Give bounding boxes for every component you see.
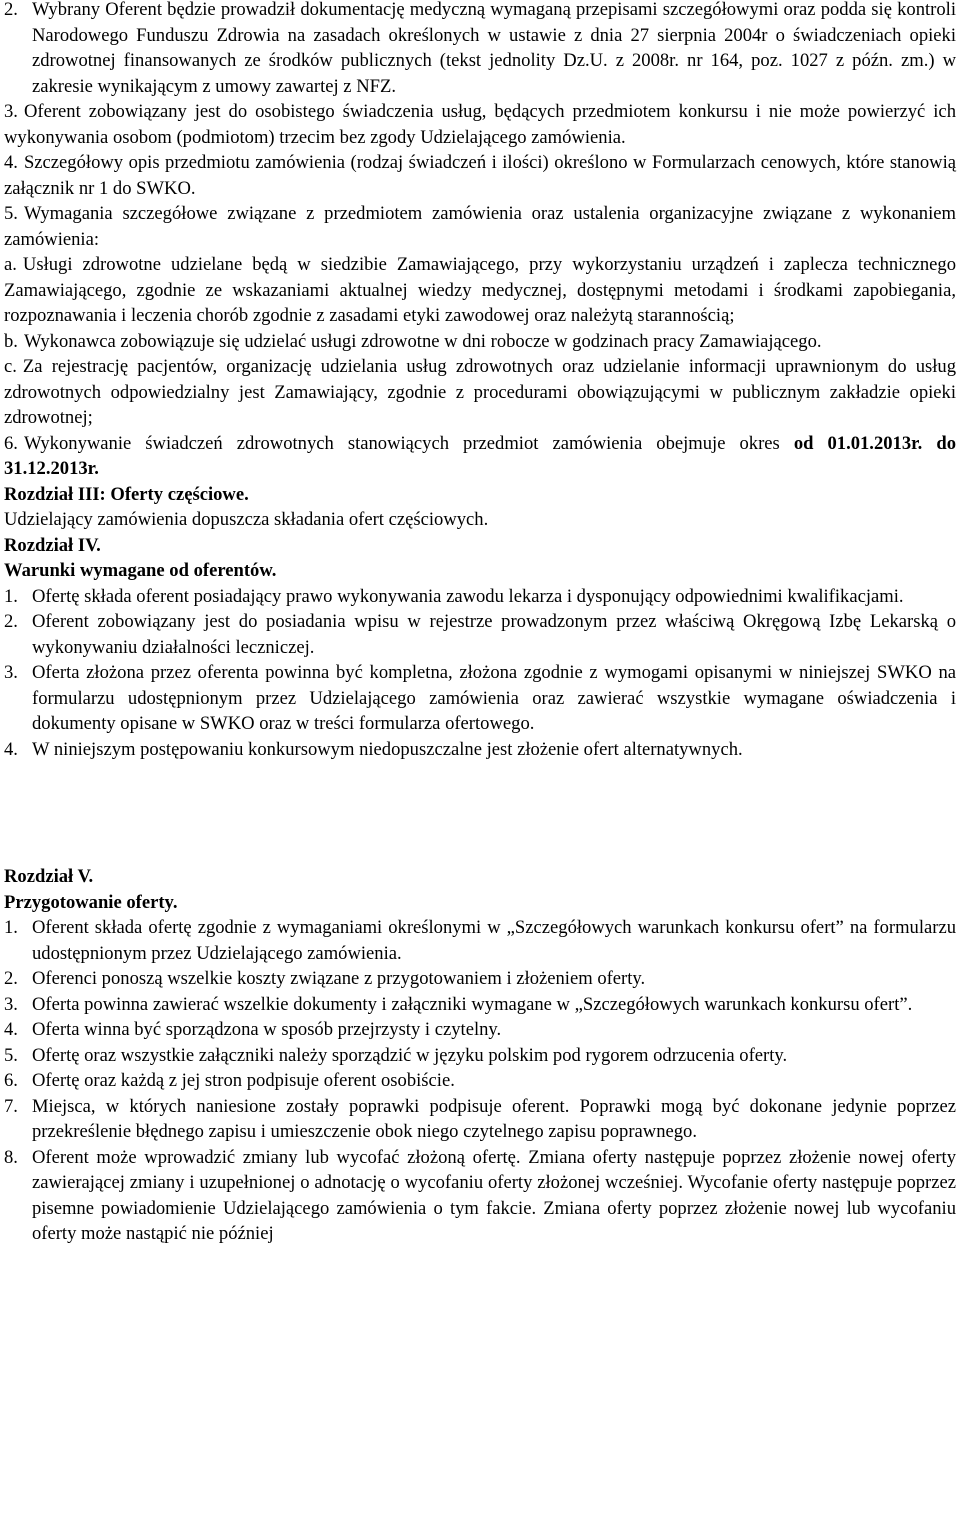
item-number: 1. [4,585,18,607]
item-text: Oferta powinna zawierać wszelkie dokumenty i załączniki wymagane w „Szczegółowych warunkach konkursu ofert”. [32,993,913,1015]
item-number: 4. [4,738,18,760]
item-text: Ofertę oraz każdą z jej stron podpisuje oferent osobiście. [32,1070,455,1091]
item-text: Wymagania szczegółowe związane z przedmiotem zamówienia oraz ustalenia organizacyjne związane z wykonaniem zamówienia: [4,203,956,250]
spacer [4,762,956,864]
item-text: Oferent może wprowadzić zmiany lub wycofać złożoną ofertę. Zmiana oferty następuje poprzez złożenie nowej oferty zawierającej zmiany i uzupełnionej o adnotację o wycofaniu oferty złożonej wcześniej. Wycofanie oferty następuje poprzez pisemne powiadomienie Udzielającego zamówienia o tym fakcie. Zmiana oferty poprzez złożenie nowej lub wycofaniu oferty może nastąpić nie później [32,1146,956,1244]
section5-item-7 [4,1094,956,1145]
item-text: Oferent zobowiązany jest do posiadania wpisu w rejestrze prowadzonym przez właściwą Okręgową Izbę Lekarską o wykonywaniu działalności leczniczej. [32,611,956,658]
section2-item-c [4,354,956,431]
section5-item-6 [4,1068,956,1094]
item-text: Wykonywanie świadczeń zdrowotnych stanowiących przedmiot zamówienia obejmuje okres [23,432,780,454]
item-number: 3. [4,101,18,122]
section2-item-3 [4,99,956,150]
item-number: 2. [4,0,18,20]
item-text: Oferenci ponoszą wszelkie koszty związane z przygotowaniem i złożeniem oferty. [32,968,646,989]
item-number: 3. [4,662,18,683]
item-number: 6. [4,1070,18,1091]
section2-item-5 [4,201,956,252]
item-text: Oferta winna być sporządzona w sposób przejrzysty i czytelny. [32,1019,502,1040]
section5-item-5 [4,1043,956,1069]
section5-heading: Rozdział V. [4,866,94,887]
section4-item-3 [4,660,956,737]
section5-subheading: Przygotowanie oferty. [4,891,178,913]
item-text: Ofertę składa oferent posiadający prawo wykonywania zawodu lekarza i dysponujący odpowiednimi kwalifikacjami. [32,585,904,607]
item-number: 1. [4,917,18,938]
section5-item-3 [4,992,956,1018]
item-letter: a. [4,254,17,275]
item-text: Za rejestrację pacjentów, organizację udzielania usług zdrowotnych oraz udzielanie informacji uprawnionym do usług zdrowotnych odpowiedzialny jest Zamawiający, zgodnie z procedurami obowiązującymi w publicznym zakładzie opieki zdrowotnej; [4,356,956,428]
item-text: Usługi zdrowotne udzielane będą w siedzibie Zamawiającego, przy wykorzystaniu urządzeń i zaplecza technicznego Zamawiającego, zgodnie ze wskazaniami aktualnej wiedzy medycznej, dostępnymi metodami i środkami zapobiegania, rozpoznawania i leczenia chorób zgodnie z zasadami etyki zawodowej oraz należytą starannością; [4,254,956,326]
section2-item-a [4,252,956,329]
item-text: Wykonawca zobowiązuje się udzielać usługi zdrowotne w dni robocze w godzinach pracy Zamawiającego. [23,330,822,352]
section2-item-b [4,329,956,355]
item-letter: c. [4,356,17,377]
section5-item-4 [4,1017,956,1043]
item-number: 2. [4,968,18,989]
item-text: Szczegółowy opis przedmiotu zamówienia (rodzaj świadczeń i ilości) określono w Formularzach cenowych, które stanowią załącznik nr 1 do SWKO. [4,152,956,199]
item-number: 2. [4,611,18,632]
item-text: W niniejszym postępowaniu konkursowym niedopuszczalne jest złożenie ofert alternatywnych. [32,738,743,760]
item-text: Oferta złożona przez oferenta powinna być kompletna, złożona zgodnie z wymogami opisanymi w niniejszej SWKO na formularzu udostępnionym przez Udzielającego zamówienia oraz zawierać wszystkie wymagane oświadczenia i dokumenty opisane w SWKO oraz w treści formularza ofertowego. [32,662,956,734]
item-text: Wybrany Oferent będzie prowadził dokumentację medyczną wymaganą przepisami szczegółowymi oraz podda się kontroli Narodowego Funduszu Zdrowia na zasadach określonych w ustawie z dnia 27 sierpnia 2004r o świadczeniach opieki zdrowotnej finansowanych ze środków publicznych (tekst jednolity Dz.U. z 2008r. nr 164, poz. 1027 z późn. zm.) w zakresie wynikającym z umowy zawartej z NFZ. [32,0,956,97]
item-number: 3. [4,993,18,1015]
item-number: 6. [4,432,18,454]
item-text: Oferent składa ofertę zgodnie z wymaganiami określonymi w „Szczegółowych warunkach konkursu ofert” na formularzu udostępnionym przez Udzielającego zamówienia. [32,917,956,964]
section4-item-2 [4,609,956,660]
period-dates: od 01.01.2013r. do 31.12.2013r. [4,432,956,479]
item-number: 8. [4,1146,18,1168]
item-number: 4. [4,1019,18,1040]
section4-heading: Rozdział IV. [4,534,101,556]
section5-item-8 [4,1145,956,1247]
item-number: 5. [4,1044,18,1066]
item-text: Oferent zobowiązany jest do osobistego świadczenia usług, będących przedmiotem konkursu i nie może powierzyć ich wykonywania osobom (podmiotom) trzecim bez zgody Udzielającego zamówienia. [4,101,956,148]
item-text: Miejsca, w których naniesione zostały poprawki podpisuje oferent. Poprawki mogą być dokonane jedynie poprzez przekreślenie błędnego zapisu i umieszczenie obok niego czytelnego zapisu poprawnego. [32,1095,956,1142]
section3-heading: Rozdział III: Oferty częściowe. [4,483,249,505]
item-number: 4. [4,152,18,173]
section4-item-4 [4,737,956,763]
document-page [4,0,956,1247]
section2-item-6 [4,431,956,482]
section2-item-4 [4,150,956,201]
section5-item-1 [4,915,956,966]
item-number: 5. [4,203,18,224]
section4-item-1 [4,584,956,610]
section4-subheading: Warunki wymagane od oferentów. [4,560,277,581]
item-letter: b. [4,330,18,352]
section2-item-2 [4,0,956,99]
item-number: 7. [4,1095,18,1117]
section3-text: Udzielający zamówienia dopuszcza składania ofert częściowych. [4,509,489,530]
section5-item-2 [4,966,956,992]
item-text: Ofertę oraz wszystkie załączniki należy sporządzić w języku polskim pod rygorem odrzucenia oferty. [32,1044,788,1066]
